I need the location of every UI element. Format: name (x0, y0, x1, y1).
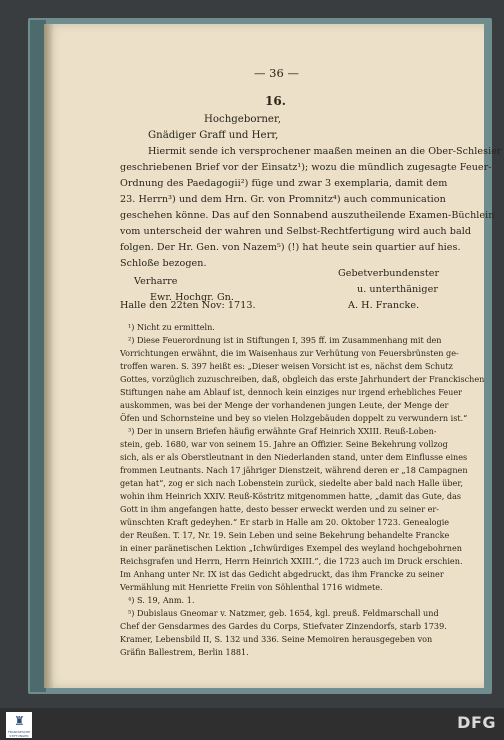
footnote-line: Reichsgrafen und Herrn, Herrn Heinrich XXIII.“, die 1723 auch im Druck erschien. (120, 556, 463, 566)
footnote-line: stein, geb. 1680, war von seinem 15. Jahre an Offizier. Seine Bekehrung vollzog (120, 439, 448, 449)
footnote-line: Stiftungen nahe am Ablauf ist, dennoch kein einziges nur irgend erhebliches Feuer (120, 387, 463, 397)
footnote-line: Im Anhang unter Nr. IX ist das Gedicht abgedruckt, das ihm Francke zu seiner (120, 569, 444, 579)
footnote-line: getan hat“, zog er sich nach Lobenstein zurück, siedelte aber bald nach Halle über, (120, 478, 463, 488)
letter-body-line: Schloße bezogen. (120, 258, 207, 269)
salutation-line: Gnädiger Graff und Herr, (148, 130, 279, 141)
letter-body-line: Hiermit sende ich versprochener maaßen meinen an die Ober-Schlesier (148, 146, 502, 157)
footnote-line: Gott in ihm angefangen hatte, desto besser erweckt werden und zu seiner er- (120, 504, 440, 514)
footnote-line: troffen waren. S. 397 heißt es: „Dieser weisen Vorsicht ist es, nächst dem Schutz (120, 361, 453, 371)
closing-left-line: Verharre (134, 276, 178, 287)
footnote-line: sich, als er als Oberstleutnant in den Niederlanden stand, unter dem Einflusse eines (120, 452, 468, 462)
viewer-footer-bar (0, 708, 504, 740)
footnote-line: ¹) Nicht zu ermitteln. (128, 322, 215, 332)
footnote-line: in einer paränetischen Lektion „Ichwürdiges Exempel des weyland hochgebohrnen (120, 543, 462, 553)
logo-text: FRANCKESCHE STIFTUNGEN (8, 730, 31, 738)
footnote-line: Öfen und Schornsteine und bey so vielen Holzgebäuden doppelt zu verwundern ist.“ (120, 413, 468, 423)
dfg-logo[interactable]: DFG (457, 713, 496, 732)
francke-foundations-logo-icon: ♜ (14, 714, 25, 728)
signature: A. H. Francke. (348, 300, 420, 311)
footnote-line: ²) Diese Feuerordnung ist in Stiftungen I, 395 ff. im Zusammenhang mit den (128, 335, 442, 345)
letter-body-line: vom unterscheid der wahren und Selbst-Rechtfertigung wird auch bald (120, 226, 472, 237)
letter-number: 16. (265, 94, 286, 108)
salutation-line: Hochgeborner, (204, 114, 281, 125)
letter-body-line: folgen. Der Hr. Gen. von Nazem⁵) (!) hat heute sein quartier auf hies. (120, 242, 461, 253)
footnote-line: Chef der Gensdarmes des Gardes du Corps, Stiefvater Zinzendorfs, starb 1739. (120, 621, 447, 631)
place-date: Halle den 22ten Nov: 1713. (120, 300, 256, 311)
letter-body-line: 23. Herrn³) und dem Hrn. Gr. von Promnitz⁴) auch communication (120, 194, 446, 205)
footnote-line: Gräfin Ballestrem, Berlin 1881. (120, 647, 249, 657)
footnote-line: ⁵) Dubislaus Gneomar v. Natzmer, geb. 1654, kgl. preuß. Feldmarschall und (128, 608, 439, 618)
footnote-line: ⁴) S. 19, Anm. 1. (128, 595, 195, 605)
closing-right-line: u. unterthäniger (357, 284, 438, 295)
letter-body-line: Ordnung des Paedagogii²) füge und zwar 3 exemplaria, damit dem (120, 178, 448, 189)
page-gutter-shadow (44, 24, 54, 688)
page-number: — 36 — (254, 66, 299, 80)
footnote-line: wünschten Kraft gedeyhen.“ Er starb in Halle am 20. Oktober 1723. Genealogie (120, 517, 450, 527)
footnote-line: auskommen, was bei der Menge der vorhandenen jungen Leute, der Menge der (120, 400, 449, 410)
footnote-line: frommen Leutnants. Nach 17 jähriger Dienstzeit, während deren er „18 Campagnen (120, 465, 468, 475)
closing-left-line: Ewr. Hochgr. Gn. (150, 292, 235, 303)
letter-body-line: geschriebenen Brief vor der Einsatz¹); wozu die mündlich zugesagte Feuer- (120, 162, 492, 173)
footnote-line: der Reußen. T. 17, Nr. 19. Sein Leben und seine Bekehrung behandelte Francke (120, 530, 450, 540)
footnote-line: Vermählung mit Henriette Freiin von Söhlenthal 1716 widmete. (120, 582, 383, 592)
footnote-line: Gottes, vorzüglich zuzuschreiben, daß, obgleich das erste Jahrhundert der Franckischen (120, 374, 485, 384)
footnote-line: Vorrichtungen erwähnt, die im Waisenhaus zur Verhütung von Feuersbrünsten ge- (120, 348, 459, 358)
closing-right-line: Gebetverbundenster (338, 268, 440, 279)
footnote-line: wohin ihm Heinrich XXIV. Reuß-Köstritz mitgenommen hatte, „damit das Gute, das (120, 491, 462, 501)
letter-body-line: geschehen könne. Das auf den Sonnabend auszutheilende Examen-Büchlein (120, 210, 495, 221)
footnote-line: ³) Der in unsern Briefen häufig erwähnte Graf Heinrich XXIII. Reuß-Loben- (128, 426, 437, 436)
footnote-line: Kramer, Lebensbild II, S. 132 und 336. Seine Memoiren herausgegeben von (120, 634, 433, 644)
